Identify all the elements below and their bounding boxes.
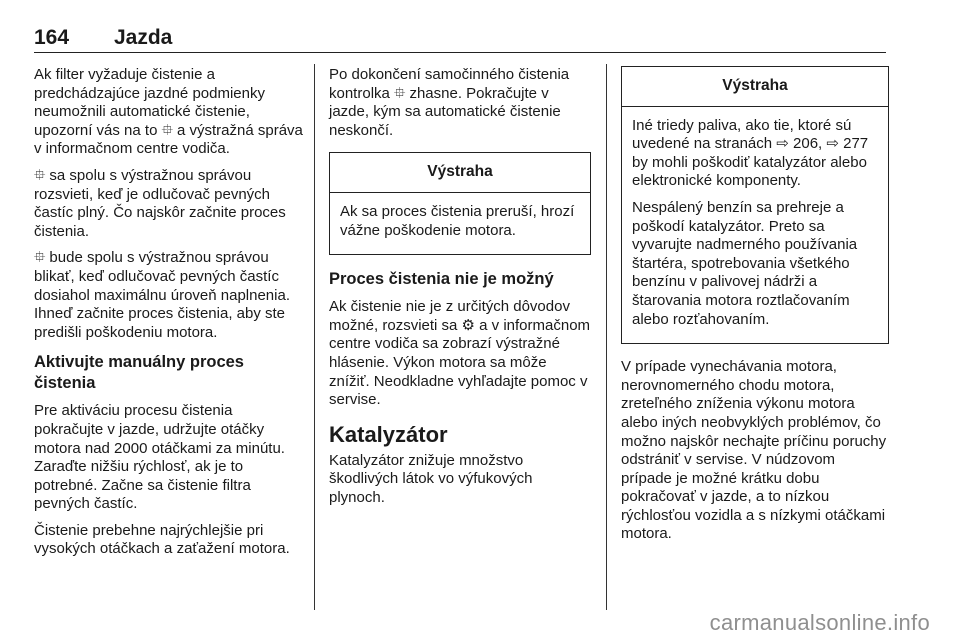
section-title-catalyst: Katalyzátor: [329, 421, 448, 447]
paragraph: ⯐ sa spolu s výstražnou správou rozsvieti, keď je odlučovač pevných častíc plný. Čo najskôr začnite proces čistenia.: [34, 166, 286, 240]
warning-title: Výstraha: [622, 67, 888, 107]
column-3: [621, 66, 889, 552]
column-2: [329, 66, 591, 516]
warning-title: Výstraha: [330, 153, 590, 193]
chapter-title: Jazda: [114, 26, 173, 49]
column-divider: [314, 64, 315, 610]
paragraph: Pre aktiváciu procesu čistenia pokračujte v jazde, udržujte otáčky motora nad 2000 otáčkami za minútu. Zaraďte nižšiu rýchlosť, ak je to potrebné. Začne sa čistenie filtra pevných častíc.: [34, 402, 285, 513]
warning-text: Nespálený benzín sa prehreje a poškodí katalyzátor. Preto sa vyvarujte nadmerného používania štartéra, spotrebovania všetkého benzínu v palivovej nádrži a štarovania motora roztlačovaním alebo rozťahovaním.: [632, 198, 858, 328]
paragraph: V prípade vynechávania motora, nerovnomerného chodu motora, zreteľného zníženia výkonu motora alebo iných neobvyklých problémov, čo možno najskôr nechajte príčinu poruchy odstrániť v servise. V núdzovom prípade je možné krátku dobu pokračovať v jazde, a to nízkou rýchlosťou vozidla a s nízkymi otáčkami motora.: [621, 358, 887, 543]
page-number: 164: [34, 26, 70, 49]
watermark: carmanualsonline.info: [709, 610, 930, 635]
warning-text: Ak sa proces čistenia preruší, hrozí vážne poškodenie motora.: [340, 202, 575, 239]
paragraph: Čistenie prebehne najrýchlejšie pri vysokých otáčkach a zaťažení motora.: [34, 521, 290, 558]
paragraph: Ak čistenie nie je z určitých dôvodov možné, rozsvieti sa ⚙ a v informačnom centre vodiča sa zobrazí výstražné hlásenie. Výkon motora sa môže znížiť. Neodkladne vyhľadajte pomoc v servise.: [329, 298, 591, 409]
paragraph: Katalyzátor znižuje množstvo škodlivých látok vo výfukových plynoch.: [329, 451, 533, 506]
column-divider: [606, 64, 607, 610]
column-1: [34, 66, 304, 567]
page-header: [34, 26, 886, 53]
paragraph: Po dokončení samočinného čistenia kontrolka ⯐ zhasne. Pokračujte v jazde, kým sa automatické čistenie neskončí.: [329, 66, 570, 139]
paragraph: Ak filter vyžaduje čistenie a predchádzajúce jazdné podmienky neumožnili automatické čistenie, upozorní vás na to ⯐ a výstražná správa v informačnom centre vodiča.: [34, 66, 303, 158]
warning-text: Iné triedy paliva, ako tie, ktoré sú uvedené na stranách ⇨ 206, ⇨ 277 by mohli poškodiť katalyzátor alebo elektronické komponenty.: [632, 116, 869, 190]
paragraph: ⯐ bude spolu s výstražnou správou blikať, keď odlučovač pevných častíc dosiahol maximálnu úroveň naplnenia. Ihneď začnite proces čistenia, aby ste predišli poškodeniu motora.: [34, 249, 290, 341]
warning-box: [329, 152, 591, 255]
warning-box: [621, 66, 889, 344]
subheading-cleaning-not-possible: Proces čistenia nie je možný: [329, 270, 554, 289]
subheading-manual-cleaning: Aktivujte manuálny proces čistenia: [34, 353, 244, 393]
